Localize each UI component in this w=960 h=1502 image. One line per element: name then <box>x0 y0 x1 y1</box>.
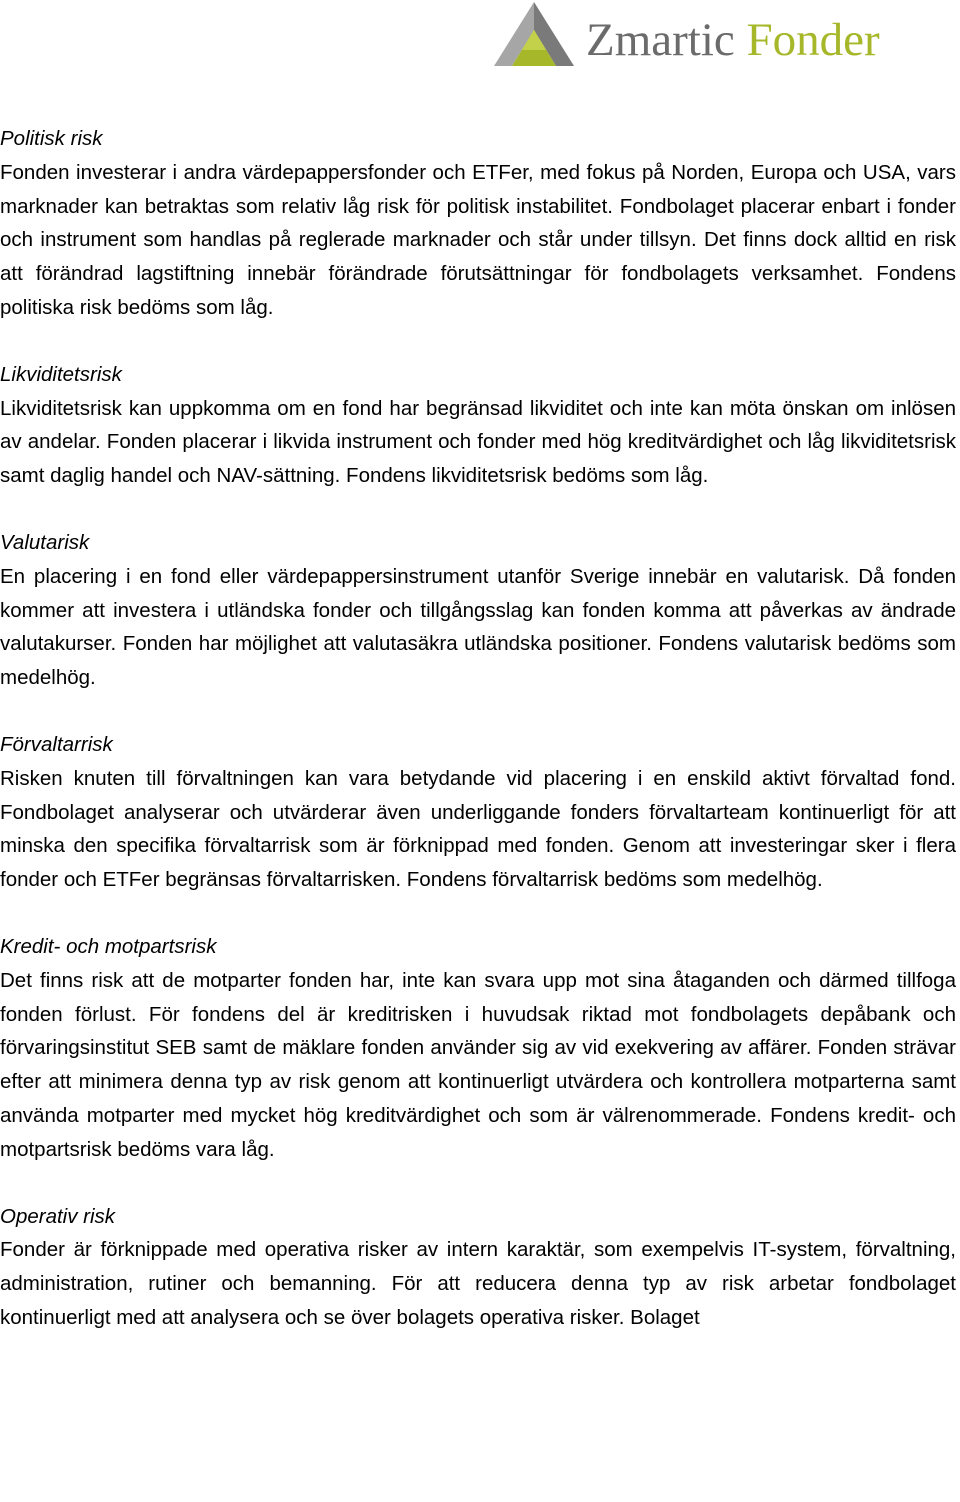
triangle-logo-icon <box>494 2 574 66</box>
section-valutarisk <box>0 526 956 695</box>
logo-word-fonder: Fonder <box>746 14 880 66</box>
section-paragraph: Det finns risk att de motparter fonden har, inte kan svara upp mot sina åtaganden och därmed tillfoga fonden förlust. För fondens del är kreditrisken i huvudsak riktad mot fondbolagets depåbank och förvaringsinstitut SEB samt de mäklare fonden använder sig av vid exekvering av affärer. Fonden strävar efter att minimera denna typ av risk genom att kontinuerligt utvärdera och kontrollera motparterna samt använda motparter med mycket hög kreditvärdighet och som är välrenommerade. Fondens kredit- och motpartsrisk bedöms vara låg. <box>0 968 956 1161</box>
document-body <box>0 122 956 1335</box>
page-header <box>0 0 960 80</box>
section-paragraph: Fonden investerar i andra värdepappersfonder och ETFer, med fokus på Norden, Europa och USA, vars marknader kan betraktas som relativ låg risk för politisk instabilitet. Fondbolaget placerar enbart i fonder och instrument som handlas på reglerade marknader och står under tillsyn. Det finns dock alltid en risk att förändrad lagstiftning innebär förändrade förutsättningar för fondbolagets verksamhet. Fondens politiska risk bedöms som låg. <box>0 160 956 319</box>
section-heading: Likviditetsrisk <box>0 362 122 386</box>
section-paragraph: En placering i en fond eller värdepappersinstrument utanför Sverige innebär en valutarisk. Då fonden kommer att investera i utländska fonder och tillgångsslag kan fonden komma att påverkas av ändrade valutakurser. Fonden har möjlighet att valutasäkra utländska positioner. Fondens valutarisk bedöms som medelhög. <box>0 564 956 690</box>
section-heading: Politisk risk <box>0 127 103 150</box>
section-paragraph: Likviditetsrisk kan uppkomma om en fond har begränsad likviditet och inte kan möta önskan om inlösen av andelar. Fonden placerar i likvida instrument och fonder med hög kreditvärdighet och låg likviditetsrisk samt daglig handel och NAV-sättning. Fondens likviditetsrisk bedöms som låg. <box>0 396 956 488</box>
section-paragraph: Fonder är förknippade med operativa risker av intern karaktär, som exempelvis IT-system, förvaltning, administration, rutiner och bemanning. För att reducera denna typ av risk arbetar fondbolaget kontinuerligt med att analysera och se över bolagets operativa risker. Bolaget <box>0 1238 956 1329</box>
section-paragraph: Risken knuten till förvaltningen kan vara betydande vid placering i en enskild aktivt förvaltad fond. Fondbolaget analyserar och utvärderar även underliggande fonders förvaltarteam kontinuerligt för att minska den specifika förvaltarrisk som är förknippad med fonden. Genom att investeringar sker i flera fonder och ETFer begränsas förvaltarrisken. Fondens förvaltarrisk bedöms som medelhög. <box>0 766 956 892</box>
section-heading: Kredit- och motpartsrisk <box>0 934 217 958</box>
section-likviditetsrisk <box>0 358 956 493</box>
section-heading: Valutarisk <box>0 530 90 554</box>
section-heading: Operativ risk <box>0 1204 116 1228</box>
section-kredit-och-motpartsrisk <box>0 930 956 1167</box>
logo-wordmark <box>586 14 880 66</box>
section-politisk-risk <box>0 122 956 325</box>
company-logo <box>494 0 954 70</box>
section-forvaltarrisk <box>0 728 956 897</box>
section-operativ-risk <box>0 1200 956 1335</box>
logo-word-zmartic: Zmartic <box>586 14 735 66</box>
section-heading: Förvaltarrisk <box>0 732 113 756</box>
